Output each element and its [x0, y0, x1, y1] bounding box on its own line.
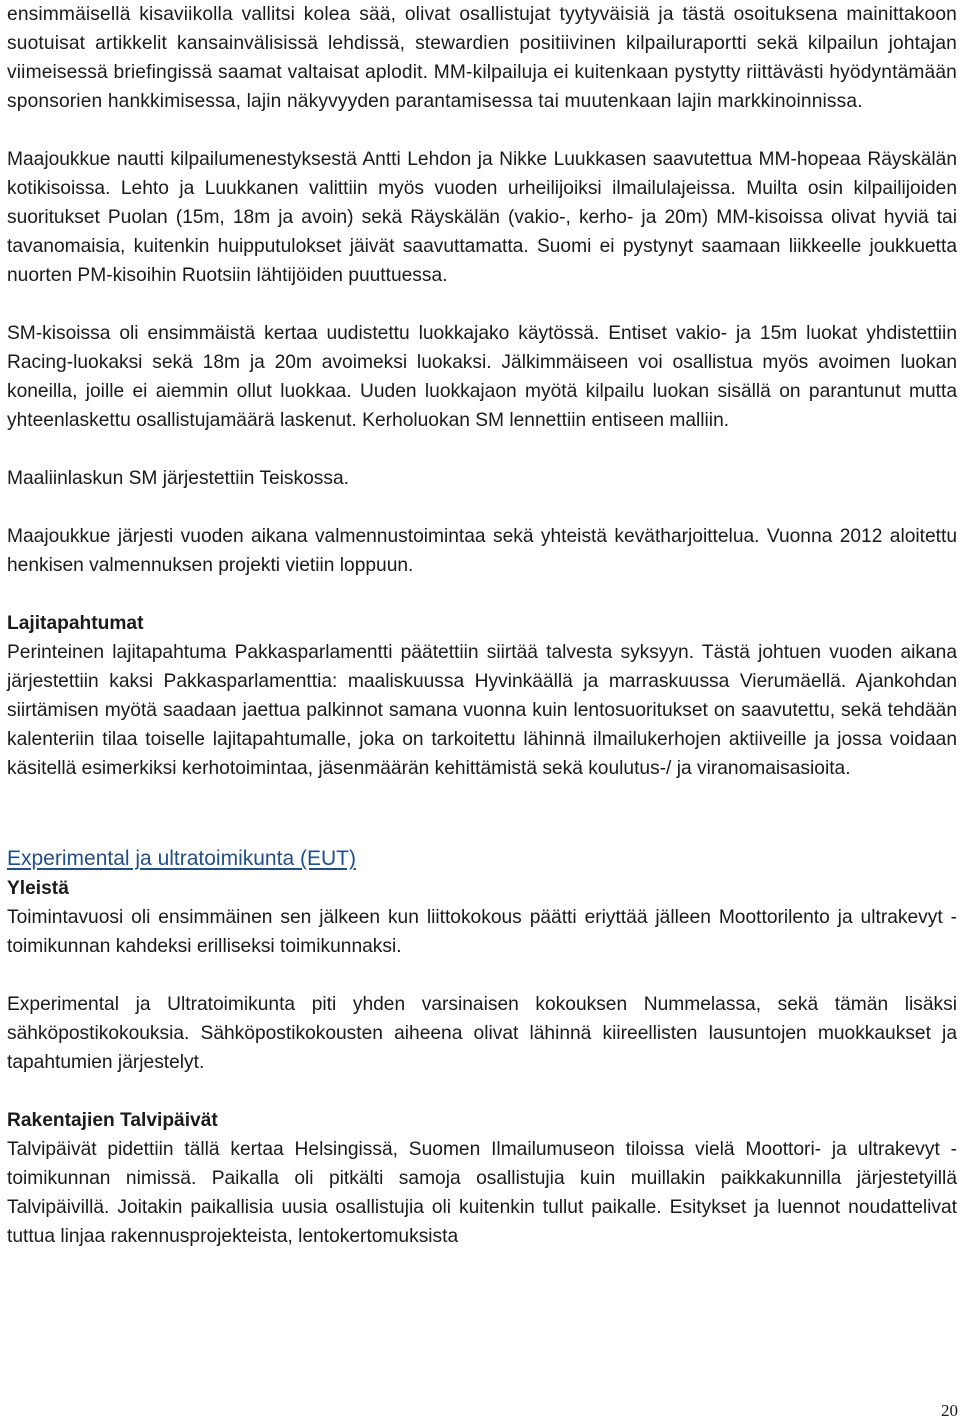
- paragraph-national-team: Maajoukkue nautti kilpailumenestyksestä Antti Lehdon ja Nikke Luukkasen saavutettua MM-hopeaa Räyskälän kotikisoissa. Lehto ja Luukkanen valittiin myös vuoden urheilijoiksi ilmailulajeissa. Muilta osin kilpailijoiden suoritukset Puolan (15m, 18m ja avoin) sekä Räyskälän (vakio-, kerho- ja 20m) MM-kisoissa olivat hyviä tai tavanomaisia, kuitenkin huipputulokset jäivät saavuttamatta. Suomi ei pystynyt saamaan liikkeelle joukkuetta nuorten PM-kisoihin Ruotsiin lähtijöiden puuttuessa.: [7, 149, 957, 286]
- page-number: 20: [941, 1401, 958, 1420]
- heading-lajitapahtumat: Lajitapahtumat: [7, 613, 144, 634]
- section-title-eut: Experimental ja ultratoimikunta (EUT): [7, 847, 356, 870]
- paragraph-competition-summary: ensimmäisellä kisaviikolla vallitsi kolea sää, olivat osallistujat tyytyväisiä ja tästä osoituksena mainittakoon suotuisat artikkelit kansainvälisissä lehdissä, stewardien positiivinen kilpailuraportti sekä kilpailun johtajan viimeisessä briefingissä saamat valtaisat aplodit. MM-kilpailuja ei kuitenkaan pystytty riittävästi hyödyntämään sponsorien hankkimisessa, lajin näkyvyyden parantamisessa tai muutenkaan lajin markkinoinnissa.: [7, 4, 957, 112]
- paragraph-committee-year: Toimintavuosi oli ensimmäinen sen jälkeen kun liittokokous päätti eriyttää jälleen Moottorilento ja ultrakevyt -toimikunnan kahdeksi erilliseksi toimikunnaksi.: [7, 907, 957, 957]
- paragraph-pakkasparlamentti: Perinteinen lajitapahtuma Pakkasparlamentti päätettiin siirtää talvesta syksyyn. Tästä johtuen vuoden aikana järjestettiin kaksi Pakkasparlamenttia: maaliskuussa Hyvinkäällä ja marraskuussa Vierumäellä. Ajankohdan siirtämisen myötä saadaan jaettua palkinnot samana vuonna kuin lentosuoritukset on saavutettu, sekä tehdään kalenteriin tilaa toiselle lajitapahtumalle, joka on tarkoitettu lähinnä ilmailukerhojen aktiiveille ja jossa voidaan käsitellä esimerkiksi kerhotoimintaa, jäsenmäärän kehittämistä sekä koulutus-/ ja viranomaisasioita.: [7, 642, 957, 779]
- paragraph-committee-meetings: Experimental ja Ultratoimikunta piti yhden varsinaisen kokouksen Nummelassa, sekä tämän lisäksi sähköpostikokouksia. Sähköpostikokousten aiheena olivat lähinnä kiireellisten lausuntojen muokkaukset ja tapahtumien järjestelyt.: [7, 994, 957, 1073]
- paragraph-sm-competitions: SM-kisoissa oli ensimmäistä kertaa uudistettu luokkajako käytössä. Entiset vakio- ja 15m luokat yhdistettiin Racing-luokaksi sekä 18m ja 20m avoimeksi luokaksi. Jälkimmäiseen voi osallistua myös avoimen luokan koneilla, joille ei aiemmin ollut luokkaa. Uuden luokkajaon myötä kilpailu luokan sisällä on parantunut mutta yhteenlaskettu osallistujamäärä laskenut. Kerholuokan SM lennettiin entiseen malliin.: [7, 323, 957, 431]
- heading-yleista: Yleistä: [7, 878, 69, 899]
- paragraph-talvipaivat: Talvipäivät pidettiin tällä kertaa Helsingissä, Suomen Ilmailumuseon tiloissa vielä Moottori- ja ultrakevyt -toimikunnan nimissä. Paikalla oli pitkälti samoja osallistujia kuin muillakin paikkakunnilla järjestetyillä Talvipäivillä. Joitakin paikallisia uusia osallistujia oli kuitenkin tullut paikalle. Esitykset ja luennot noudattelivat tuttua linjaa rakennusprojekteista, lentokertomuksista: [7, 1139, 957, 1247]
- document-page: [7, 0, 957, 1251]
- paragraph-landing-sm: Maaliinlaskun SM järjestettiin Teiskossa.: [7, 468, 349, 489]
- heading-talvipaivat: Rakentajien Talvipäivät: [7, 1110, 218, 1131]
- paragraph-coaching: Maajoukkue järjesti vuoden aikana valmennustoimintaa sekä yhteistä kevätharjoittelua. Vuonna 2012 aloitettu henkisen valmennuksen projekti vietiin loppuun.: [7, 526, 957, 576]
